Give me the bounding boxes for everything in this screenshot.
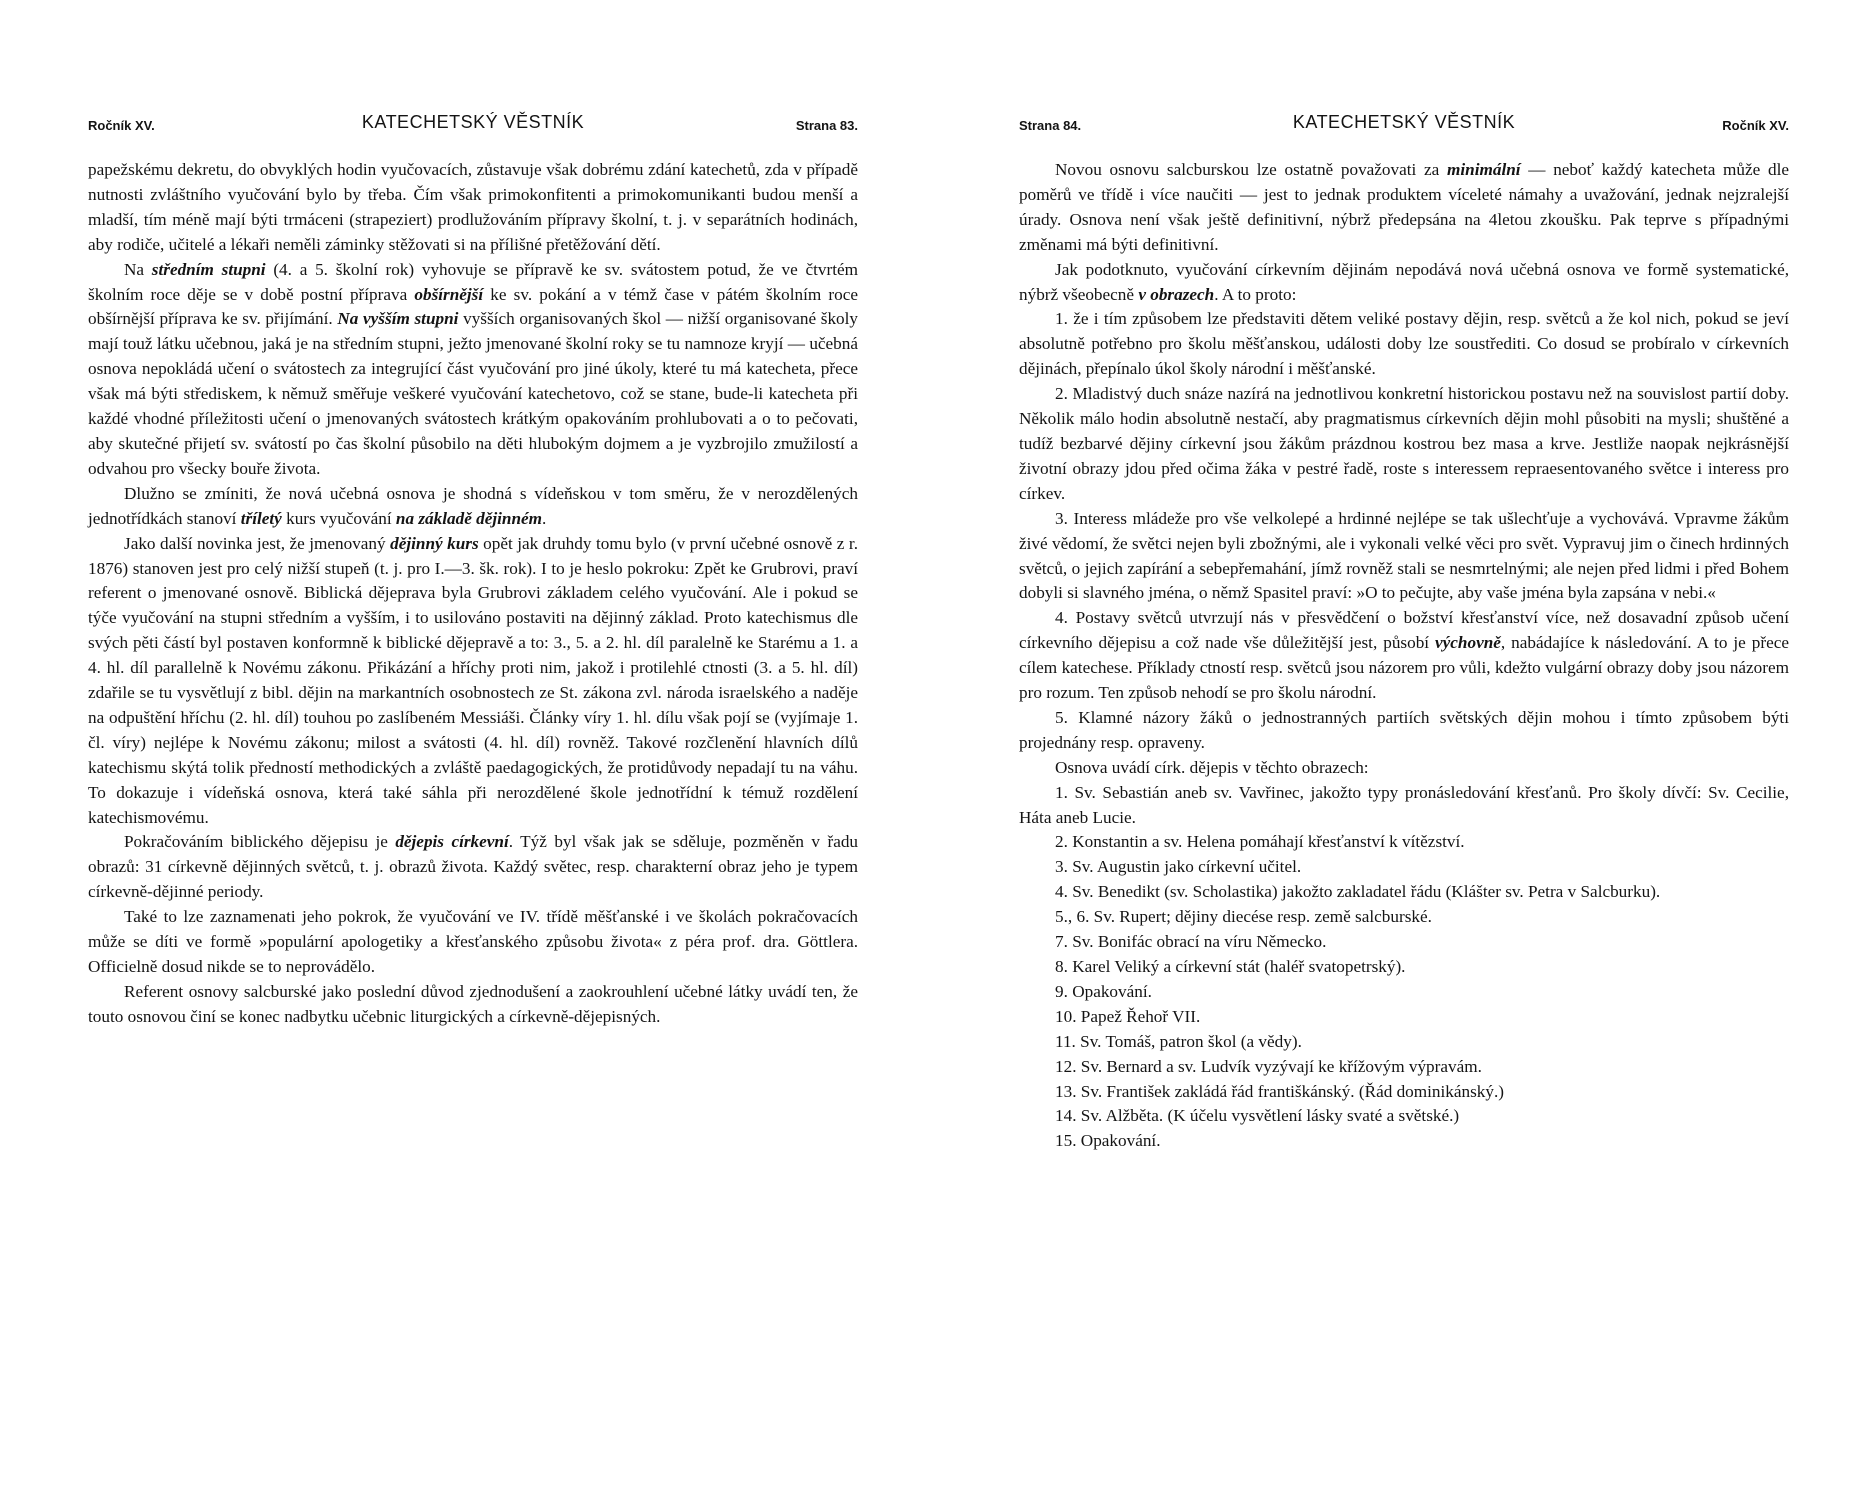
numbered-paragraph: 1. že i tím způsobem lze představiti dětem veliké postavy dějin, resp. světců a že kol nich, pokud se jeví absolutně potřebno pro školu měšťanskou, události doby lze soustřediti. Co dosud se probíralo v církevních dějinách, přepínalo úkol školy národní i měšťanské.	[1019, 309, 1789, 379]
paragraph: Jako další novinka jest, že jmenovaný dějinný kurs opět jak druhdy tomu bylo (v první učebné osnově z r. 1876) stanoven jest pro celý nižší stupeň (t. j. pro I.—3. šk. rok). I to je heslo pokroku: Zpět ke Grubrovi, praví referent o jmenované osnově. Biblická dějeprava byla Grubrovi základem celého vyučování. Ale i pokud se týče vyučování na stupni středním a vyšším, i to usilováno postaviti na dějinný základ. Proto katechismus dle svých pěti částí byl postaven konformně k biblické dějepravě a to: 3., 5. a 2. hl. díl paralelně ke Starému a 1. a 4. hl. díl parallelně k Novému zákonu. Přikázání a hříchy proti nim, jakož i protilehlé ctnosti (3. a 5. hl. díl) zdařile se tu vysvětlují z bibl. dějin na markantních osobnostech ze St. zákona zvl. národa israelského a naděje na odpuštění hříchu (2. hl. díl) touhou po zaslíbeném Messiáši. Články víry 1. hl. dílu však pojí se (vyjímaje 1. čl. víry) nejlépe k Novému zákonu; milost a svátosti (4. hl. díl) rovněž. Takové rozčlenění hlavních dílů katechismu skýtá tolik předností methodických a zvláště paedagogických, že protidůvody nepadají tu na váhu. To dokazuje i vídeňská osnova, která také sáhla při nerozdělené škole jednotřídní k témuž rozdělení katechismovému.	[88, 533, 858, 827]
paragraph: Pokračováním biblického dějepisu je dějepis církevní. Týž byl však jak se sděluje, pozměněn v řadu obrazů: 31 církevně dějinných světců, t. j. obrazů života. Každý světec, resp. charakterní obraz jeho je typem církevně-dějinné periody.	[88, 832, 859, 902]
right-page	[929, 0, 1858, 1501]
list-intro: Osnova uvádí círk. dějepis v těchto obrazech:	[1055, 757, 1369, 777]
numbered-paragraph: 5. Klamné názory žáků o jednostranných partiích světských dějin mohou i tímto způsobem býti projednány resp. opraveny.	[1019, 707, 1789, 752]
paragraph: papežskému dekretu, do obvyklých hodin vyučovacích, zůstavuje však dobrému zdání katechetů, zda v případě nutnosti zvláštního vyučování bylo by třeba. Čím však primokonfitenti a primokomunikanti budou menší a mladší, tím méně mají býti trmáceni (strapeziert) prodlužováním přípravy školní, t. j. v separátních hodinách, aby rodiče, učitelé a lékaři neměli záminky stěžovati si na přílišné přetěžování dětí.	[88, 160, 858, 254]
journal-title: KATECHETSKÝ VĚSTNÍK	[361, 112, 585, 132]
paragraph: Jak podotknuto, vyučování církevním dějinám nepodává nová učebná osnova ve formě systematické, nýbrž všeobecně v obrazech. A to proto:	[1019, 259, 1789, 304]
numbered-paragraph: 3. Interess mládeže pro vše velkolepé a hrdinné nejlépe se tak ušlechťuje a vychovává. Vpravme žákům živé vědomí, že světci nejen byli zbožnými, ale i vykonali velké věci pro svět. Vypravuj jim o činech hrdinných světců, o jejich zapírání a sebepřemahání, jímž rovněž stali se nesmrtelnými; ale nejen před lidmi i před Bohem dobyli si slavného jména, o němž Spasitel praví: »O to pečujte, aby vaše jména byla zapsána v nebi.«	[1019, 508, 1789, 603]
numbered-paragraph: 2. Mladistvý duch snáze nazírá na jednotlivou konkretní historickou postavu než na souvislost partií doby. Několik málo hodin absolutně nestačí, aby pragmatismus církevních dějin mohl působiti na mysli; shuštěné a tudíž bezbarvé dějiny církevní jsou žákům prázdnou kostrou bez masa a krve. Jestliže naopak nejkrásnější životní obrazy jdou před očima žáka v pestré řadě, roste s interessem repraesentovaného světce i interess pro církev.	[1019, 384, 1789, 503]
left-column	[88, 112, 858, 1030]
left-running-head	[88, 112, 858, 142]
list-item: 8. Karel Veliký a církevní stát (haléř svatopetrský).	[1055, 957, 1406, 976]
paragraph: Novou osnovu salcburskou lze ostatně považovati za minimální — neboť každý katecheta může dle poměrů ve třídě i více naučiti — jest to jednak produktem víceleté námahy a uvažování, jednak nejzralejší úrady. Osnova není však ještě definitivní, nýbrž předepsána na 4letou zkoušku. Pak teprve s případnými změnami má býti definitivní.	[1019, 160, 1789, 254]
list-item: 12. Sv. Bernard a sv. Ludvík vyzývají ke křížovým výpravám.	[1055, 1056, 1482, 1076]
list-item: 13. Sv. František zakládá řád františkánský. (Řád dominikánský.)	[1055, 1081, 1505, 1101]
paragraph: Referent osnovy salcburské jako poslední důvod zjednodušení a zaokrouhlení učebné látky uvádí ten, že touto osnovou činí se konec nadbytku učebnic liturgických a církevně-dějepisných.	[88, 981, 858, 1026]
list-item: 5., 6. Sv. Rupert; dějiny diecése resp. země salcburské.	[1055, 907, 1432, 927]
list-item: 10. Papež Řehoř VII.	[1055, 1006, 1201, 1026]
page-number: Strana 83.	[795, 118, 858, 133]
right-running-head	[1019, 112, 1789, 142]
paragraph: Také to lze zaznamenati jeho pokrok, že vyučování ve IV. třídě měšťanské i ve školách pokračovacích může se díti ve formě »populární apologetiky a křesťanského způsobu života« z péra prof. dra. Göttlera. Officielně dosud nikde se to neprovádělo.	[88, 907, 858, 976]
list-item: 9. Opakování.	[1055, 981, 1152, 1001]
list-item: 7. Sv. Bonifác obrací na víru Německo.	[1055, 932, 1327, 952]
volume-label: Ročník XV.	[1722, 118, 1789, 133]
list-item: 3. Sv. Augustin jako církevní učitel.	[1055, 857, 1302, 877]
list-item: 11. Sv. Tomáš, patron škol (a vědy).	[1055, 1031, 1302, 1051]
list-item: 4. Sv. Benedikt (sv. Scholastika) jakožto zakladatel řádu (Klášter sv. Petra v Salcburku).	[1055, 882, 1661, 902]
volume-label: Ročník XV.	[88, 118, 155, 133]
page-number: Strana 84.	[1019, 118, 1082, 133]
list-item: 2. Konstantin a sv. Helena pomáhají křesťanství k vítězství.	[1055, 832, 1465, 852]
paragraph: Dlužno se zmíniti, že nová učebná osnova je shodná s vídeňskou v tom směru, že v nerozdělených jednotřídkách stanoví tříletý kurs vyučování na základě dějinném.	[88, 483, 858, 528]
journal-title: KATECHETSKÝ VĚSTNÍK	[1292, 112, 1516, 132]
paragraph: Na středním stupni (4. a 5. školní rok) vyhovuje se přípravě ke sv. svátostem potud, že ve čtvrtém školním roce děje se v době postní příprava obšírnější ke sv. pokání a v témž čase v pátém školním roce obšírnější příprava ke sv. přijímání. Na vyšším stupni vyšších organisovaných škol — nižší organisované školy mají touž látku učebnou, jaká je na středním stupni, ježto jmenované školní roky se tu namnoze kryjí — učebná osnova nepokládá učení o svátostech za integrující část vyučování pro jiné úkoly, které tu má katecheta, přece však má býti střediskem, k němuž směřuje veškeré vyučování katechetovo, což se stane, bude-li katecheta při každé vhodné příležitosti učení o jmenovaných svátostech krátkým opakováním prohlubovati a o to pečovati, aby skutečné přijetí sv. svátostí po čas školní působilo na děti hlubokým dojmem a je vyzbrojilo zmužilostí a odvahou pro všecky bouře života.	[88, 259, 859, 478]
right-column	[1019, 112, 1789, 1154]
list-item: 14. Sv. Alžběta. (K účelu vysvětlení lásky svaté a světské.)	[1055, 1106, 1460, 1126]
list-item: 15. Opakování.	[1055, 1131, 1161, 1151]
numbered-paragraph: 4. Postavy světců utvrzují nás v přesvědčení o božství křesťanství více, než dosavadní způsob učení církevního dějepisu a což nade vše důležitější jest, působí výchovně, nabádajíce k následování. A to je přece cílem katechese. Příklady ctností resp. světců jsou názorem pro vůli, kdežto vulgární obrazy doby jsou názorem pro rozum. Ten způsob nehodí se pro školu národní.	[1019, 608, 1789, 703]
list-item: 1. Sv. Sebastián aneb sv. Vavřinec, jakožto typy pronásledování křesťanů. Pro školy dívčí: Sv. Cecilie, Háta aneb Lucie.	[1019, 782, 1789, 827]
